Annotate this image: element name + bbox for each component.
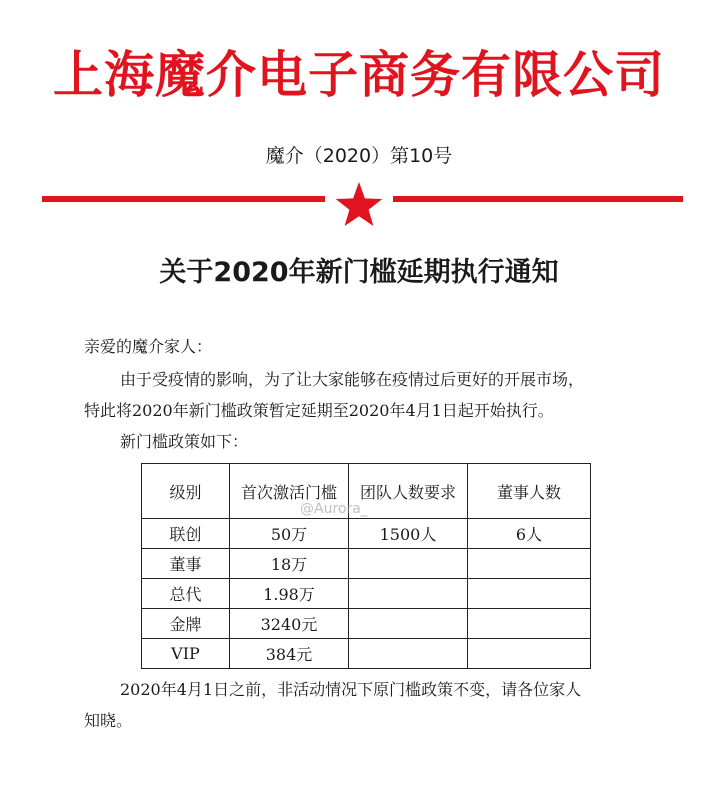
table-cell: 18万 (230, 549, 349, 579)
table-cell (468, 549, 591, 579)
table-cell: 6人 (468, 519, 591, 549)
table-cell (349, 639, 468, 669)
table-cell (468, 639, 591, 669)
closing-paragraph-line-1: 2020年4月1日之前，非活动情况下原门槛政策不变，请各位家人 (120, 680, 582, 699)
table-row (142, 579, 591, 609)
table-cell: 1.98万 (230, 579, 349, 609)
closing-paragraph-line-2: 知晓。 (84, 711, 133, 730)
header-cell-team-size: 团队人数要求 (349, 464, 468, 519)
table-cell: 50万 (230, 519, 349, 549)
header-cell-level: 级别 (142, 464, 230, 519)
body-paragraph-line-1: 由于受疫情的影响，为了让大家能够在疫情过后更好的开展市场， (120, 370, 585, 389)
watermark: @Aurora_ (300, 501, 368, 517)
company-letterhead-title: 上海魔介电子商务有限公司 (53, 46, 665, 104)
red-star-icon (334, 180, 384, 226)
table-cell: 3240元 (230, 609, 349, 639)
table-cell: 金牌 (142, 609, 230, 639)
table-cell: VIP (142, 639, 230, 669)
document-number: 魔介（2020）第10号 (265, 145, 453, 167)
table-cell (349, 579, 468, 609)
table-cell (468, 579, 591, 609)
table-cell: 联创 (142, 519, 230, 549)
table-cell: 384元 (230, 639, 349, 669)
header-cell-director-count: 董事人数 (468, 464, 591, 519)
letterhead-rule-left (42, 196, 325, 202)
table-cell (349, 609, 468, 639)
table-row (142, 549, 591, 579)
salutation: 亲爱的魔介家人： (84, 337, 213, 356)
letterhead-rule-right (393, 196, 683, 202)
table-cell: 1500人 (349, 519, 468, 549)
body-paragraph-line-2: 特此将2020年新门槛政策暂定延期至2020年4月1日起开始执行。 (84, 401, 554, 420)
table-row (142, 609, 591, 639)
policy-intro: 新门槛政策如下： (120, 432, 249, 451)
policy-table (141, 463, 591, 669)
table-row (142, 639, 591, 669)
notice-title: 关于2020年新门槛延期执行通知 (159, 257, 559, 288)
header-cell-first-activation: 首次激活门槛 (230, 464, 349, 519)
table-row (142, 519, 591, 549)
table-cell: 总代 (142, 579, 230, 609)
table-cell (468, 609, 591, 639)
table-cell: 董事 (142, 549, 230, 579)
table-cell (349, 549, 468, 579)
